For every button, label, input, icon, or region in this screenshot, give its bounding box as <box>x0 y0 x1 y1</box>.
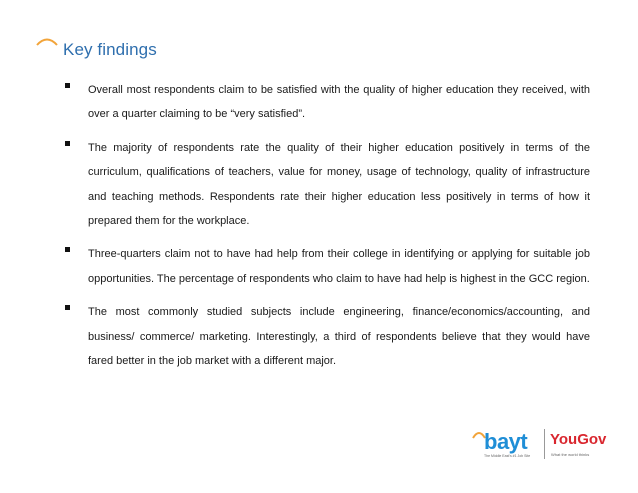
bullet-item <box>64 242 590 291</box>
bayt-logo: bayt <box>484 429 528 454</box>
square-bullet-icon <box>65 247 70 252</box>
yougov-logo: YouGov <box>550 431 607 448</box>
bullet-text: The most commonly studied subjects include engineering, finance/economics/accounting, and business/ commerce/ marketing. Interestingly, a third of respondents believe that they would have fared better in the job market with a different major. <box>88 306 590 368</box>
yougov-tagline: What the world thinks <box>551 452 590 457</box>
bayt-tagline: The Middle East's #1 Job Site <box>484 454 531 458</box>
bullet-item <box>64 136 590 234</box>
square-bullet-icon <box>65 305 70 310</box>
footer-logos <box>470 425 620 465</box>
bullet-item <box>64 300 590 373</box>
logo-divider <box>544 429 545 459</box>
bullet-text: Three-quarters claim not to have had help from their college in identifying or applying for suitable job opportunities. The percentage of respondents who claim to have had help is highest in the GCC region. <box>88 248 590 285</box>
square-bullet-icon <box>65 83 70 88</box>
slide-title: Key findings <box>63 40 157 59</box>
square-bullet-icon <box>65 141 70 146</box>
bullet-text: Overall most respondents claim to be satisfied with the quality of higher education they received, with over a quarter claiming to be “very satisfied”. <box>88 84 590 121</box>
bullet-text: The majority of respondents rate the quality of their higher education positively in terms of the curriculum, qualifications of teachers, value for money, usage of technology, quality of infrastructure and teaching methods. Respondents rate their higher education less positively in terms of how it prepared them for the workplace. <box>88 141 590 228</box>
title-accent-arc-icon <box>36 36 58 46</box>
key-findings-list <box>64 78 590 382</box>
bullet-item <box>64 78 590 127</box>
